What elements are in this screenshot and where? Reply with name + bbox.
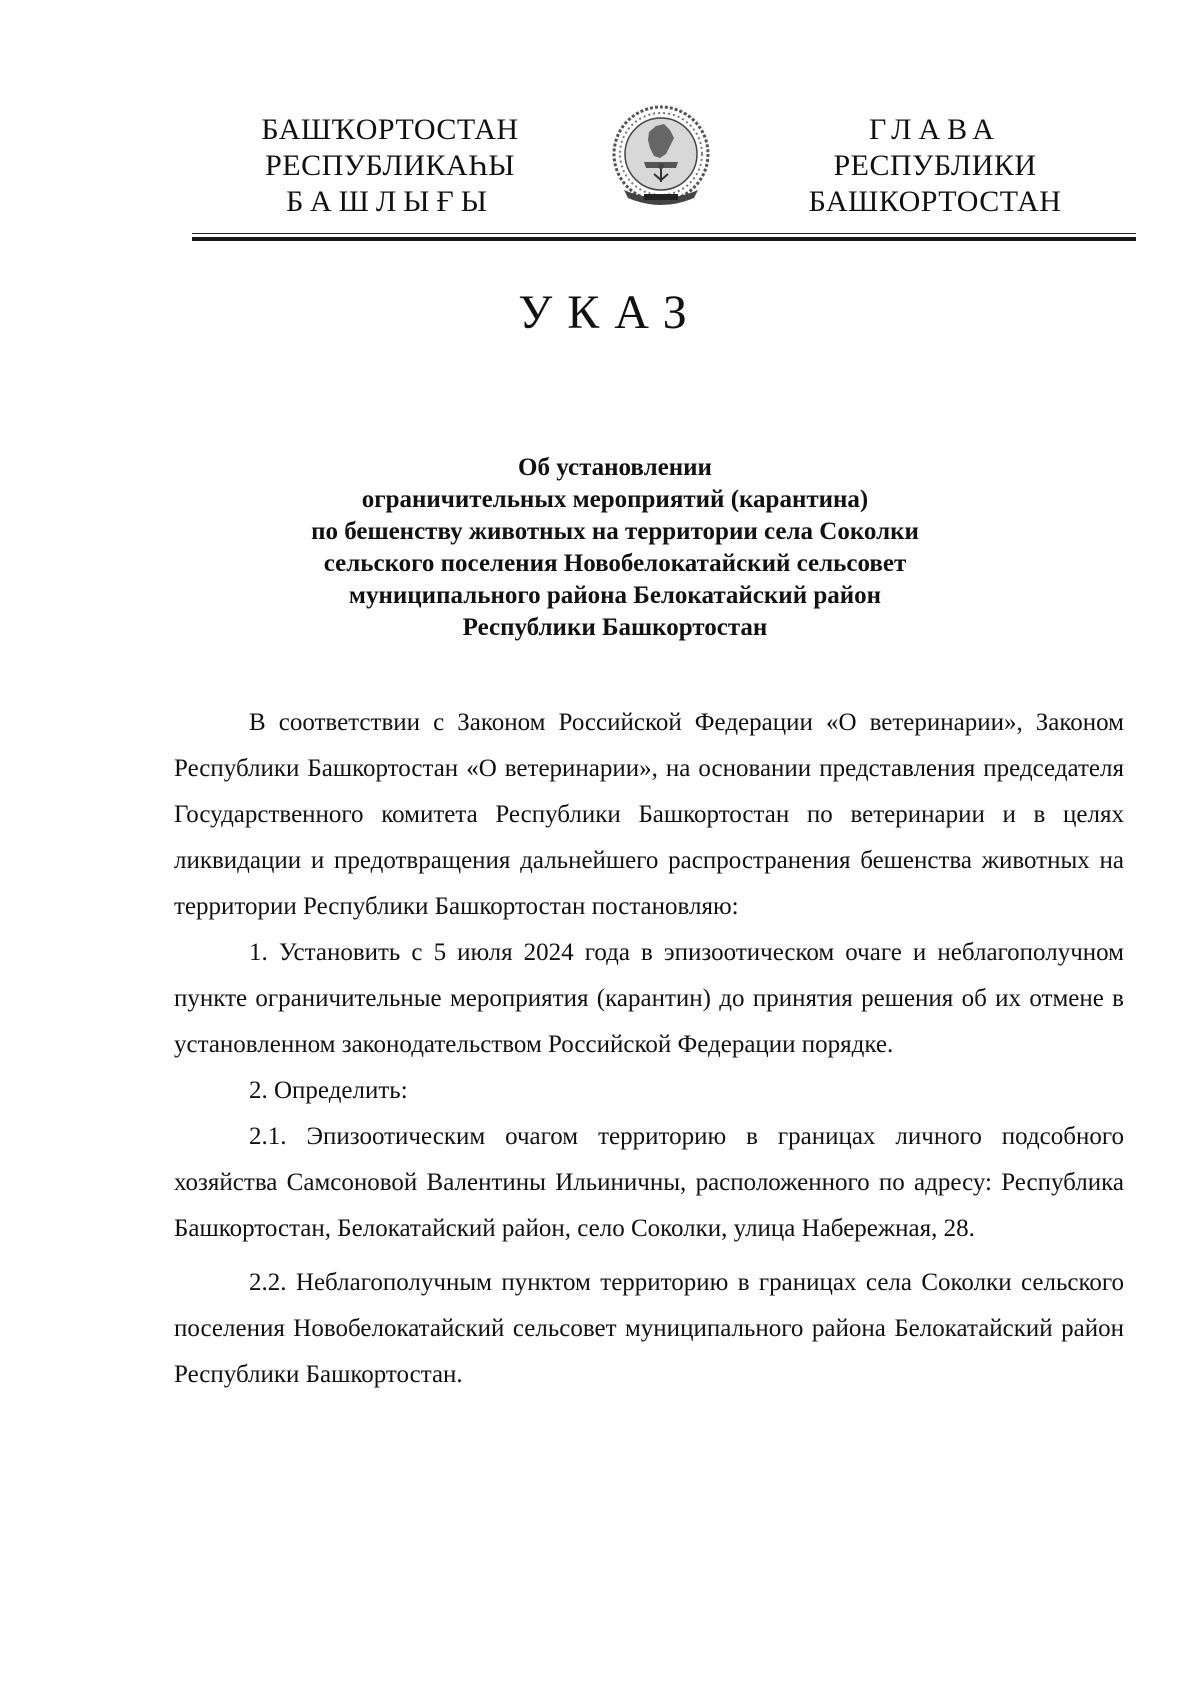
title-line: муниципального района Белокатайский район [348,582,882,609]
header-russian-line-1: ГЛАВА [869,113,1001,146]
header-bashkir [240,112,540,220]
title-line: Республики Башкортостан [462,614,768,641]
coat-of-arms-emblem-icon [604,102,718,214]
header-divider-thick [192,237,1136,241]
clause-2-1-paragraph: 2.1. Эпизоотическим очагом территорию в границах личного подсобного хозяйства Самсоновой Валентины Ильиничны, расположенного по адресу: Республика Башкортостан, Белокатайский район, село Соколки, улица Набережная, 28. [174,1123,1124,1242]
header-divider-thin [192,233,1136,234]
preamble-paragraph: В соответствии с Законом Российской Федерации «О ветеринарии», Законом Республики Башкортостан «О ветеринарии», на основании представления председателя Государственного комитета Республики Башкортостан по ветеринарии и в целях ликвидации и предотвращения дальнейшего распространения бешенства животных на территории Республики Башкортостан постановляю: [174,709,1124,920]
document-type: УКАЗ [518,286,702,339]
title-line: ограничительных мероприятий (карантина) [361,486,869,513]
clause-2-2-paragraph: 2.2. Неблагополучным пунктом территорию в границах села Соколки сельского поселения Новобелокатайский сельсовет муниципального района Белокатайский район Республики Башкортостан. [174,1269,1124,1388]
clause-1-paragraph: 1. Установить с 5 июля 2024 года в эпизоотическом очаге и неблагополучном пункте ограничительные мероприятия (карантин) до принятия решения об их отмене в установленном законодательством Российской Федерации порядке. [174,939,1124,1058]
header-russian-line-2: РЕСПУБЛИКИ [833,149,1037,182]
header-russian-line-3: БАШКОРТОСТАН [808,185,1062,218]
header-bashkir-line-1: БАШҠОРТОСТАН [261,113,519,146]
header-russian [785,112,1085,220]
clause-2-paragraph: 2. Определить: [249,1077,408,1104]
title-line: сельского поселения Новобелокатайский сельсовет [323,550,907,577]
decree-body [174,700,1124,1398]
header-bashkir-line-3: БАШЛЫҒЫ [286,185,494,218]
title-line: Об установлении [518,454,712,481]
decree-title [240,452,990,644]
header-bashkir-line-2: РЕСПУБЛИКАҺЫ [265,149,515,182]
title-line: по бешенству животных на территории села Соколки [311,518,919,545]
